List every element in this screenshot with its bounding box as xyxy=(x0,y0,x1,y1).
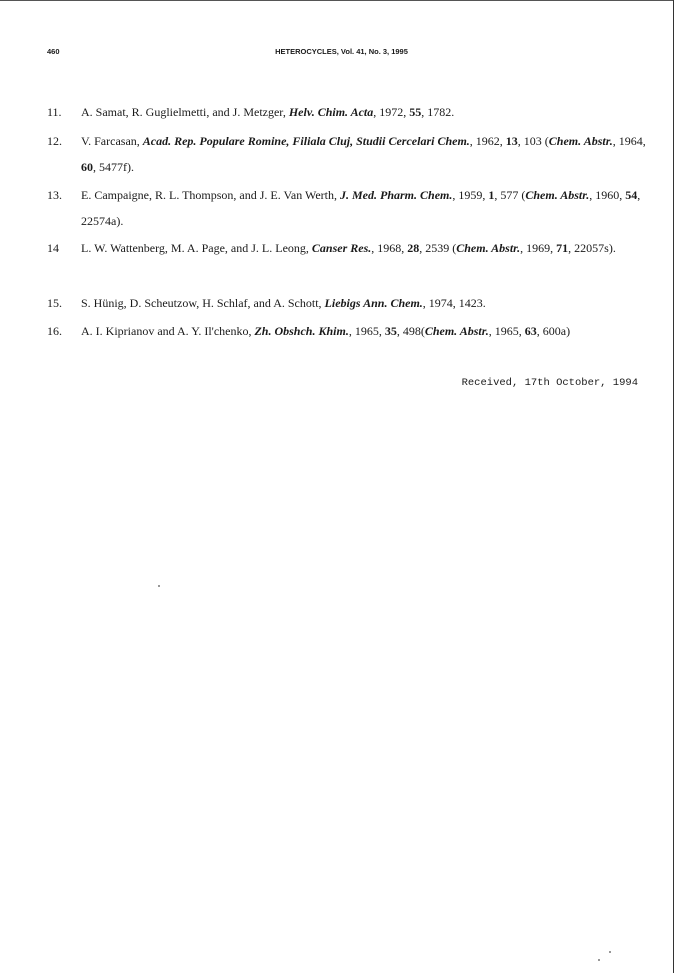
reference-12 xyxy=(47,128,647,180)
reference-16 xyxy=(47,318,647,344)
reference-journal: J. Med. Pharm. Chem. xyxy=(340,188,453,202)
reference-13 xyxy=(47,182,647,234)
page-top-edge xyxy=(0,0,674,1)
reference-volume: 55 xyxy=(409,105,422,119)
reference-abstract-volume: 60 xyxy=(81,160,93,174)
reference-abstract-journal: Chem. Abstr. xyxy=(456,241,521,255)
received-date: Received, 17th October, 1994 xyxy=(461,377,638,389)
reference-number: 15. xyxy=(47,296,62,310)
reference-journal: Zh. Obshch. Khim. xyxy=(254,324,349,338)
reference-number: 14 xyxy=(47,241,59,255)
reference-volume: 1 xyxy=(488,188,495,202)
reference-14 xyxy=(47,235,647,261)
reference-authors: L. W. Wattenberg, M. A. Page, and J. L. Leong, xyxy=(81,241,312,255)
running-head: HETEROCYCLES, Vol. 41, No. 3, 1995 xyxy=(275,47,408,56)
reference-authors: S. Hünig, D. Scheutzow, H. Schlaf, and A. Schott, xyxy=(81,296,325,310)
reference-authors: E. Campaigne, R. L. Thompson, and J. E. Van Werth, xyxy=(81,188,341,202)
reference-abstract-journal: Chem. Abstr. xyxy=(424,324,489,338)
reference-journal: Liebigs Ann. Chem. xyxy=(324,296,423,310)
reference-journal: Canser Res. xyxy=(311,241,372,255)
reference-journal: Helv. Chim. Acta xyxy=(288,105,374,119)
reference-abstract-journal: Chem. Abstr. xyxy=(525,188,590,202)
scan-speck xyxy=(598,959,600,961)
reference-number: 12. xyxy=(47,134,62,148)
reference-number: 16. xyxy=(47,324,62,338)
reference-abstract-volume: 54 xyxy=(625,188,638,202)
reference-volume: 35 xyxy=(384,324,397,338)
reference-text: E. Campaigne, R. L. Thompson, and J. E. Van Werth, J. Med. Pharm. Chem., 1959, 1, 577 (Chem. Abstr., 1960, 54, 22574a). xyxy=(81,188,641,228)
reference-abstract-volume: 71 xyxy=(556,241,569,255)
reference-11 xyxy=(47,99,647,125)
reference-text: S. Hünig, D. Scheutzow, H. Schlaf, and A. Schott, Liebigs Ann. Chem., 1974, 1423. xyxy=(81,296,486,310)
reference-journal: Acad. Rep. Populare Romine, Filiala Cluj, Studii Cercelari Chem. xyxy=(142,134,470,148)
reference-authors: V. Farcasan, xyxy=(81,134,143,148)
page-right-edge xyxy=(673,0,674,973)
scan-speck xyxy=(609,951,611,953)
page-number: 460 xyxy=(47,47,60,56)
reference-authors: A. Samat, R. Guglielmetti, and J. Metzger, xyxy=(81,105,289,119)
reference-abstract-volume: 63 xyxy=(524,324,537,338)
reference-authors: A. I. Kiprianov and A. Y. Il'chenko, xyxy=(81,324,255,338)
reference-volume: 28 xyxy=(407,241,420,255)
reference-text: L. W. Wattenberg, M. A. Page, and J. L. Leong, Canser Res., 1968, 28, 2539 (Chem. Abstr., 1969, 71, 22057s). xyxy=(81,241,616,255)
reference-text: A. Samat, R. Guglielmetti, and J. Metzger, Helv. Chim. Acta, 1972, 55, 1782. xyxy=(81,105,455,119)
scan-speck xyxy=(158,585,160,587)
reference-volume: 13 xyxy=(505,134,518,148)
reference-text: A. I. Kiprianov and A. Y. Il'chenko, Zh. Obshch. Khim., 1965, 35, 498(Chem. Abstr., 1965, 63, 600a) xyxy=(81,324,571,338)
reference-number: 13. xyxy=(47,188,62,202)
reference-number: 11. xyxy=(47,105,62,119)
reference-text: V. Farcasan, Acad. Rep. Populare Romine, Filiala Cluj, Studii Cercelari Chem., 1962, 13, 103 (Chem. Abstr., 1964, 60, 5477f). xyxy=(81,134,646,174)
reference-15 xyxy=(47,290,647,316)
reference-abstract-journal: Chem. Abstr. xyxy=(548,134,613,148)
